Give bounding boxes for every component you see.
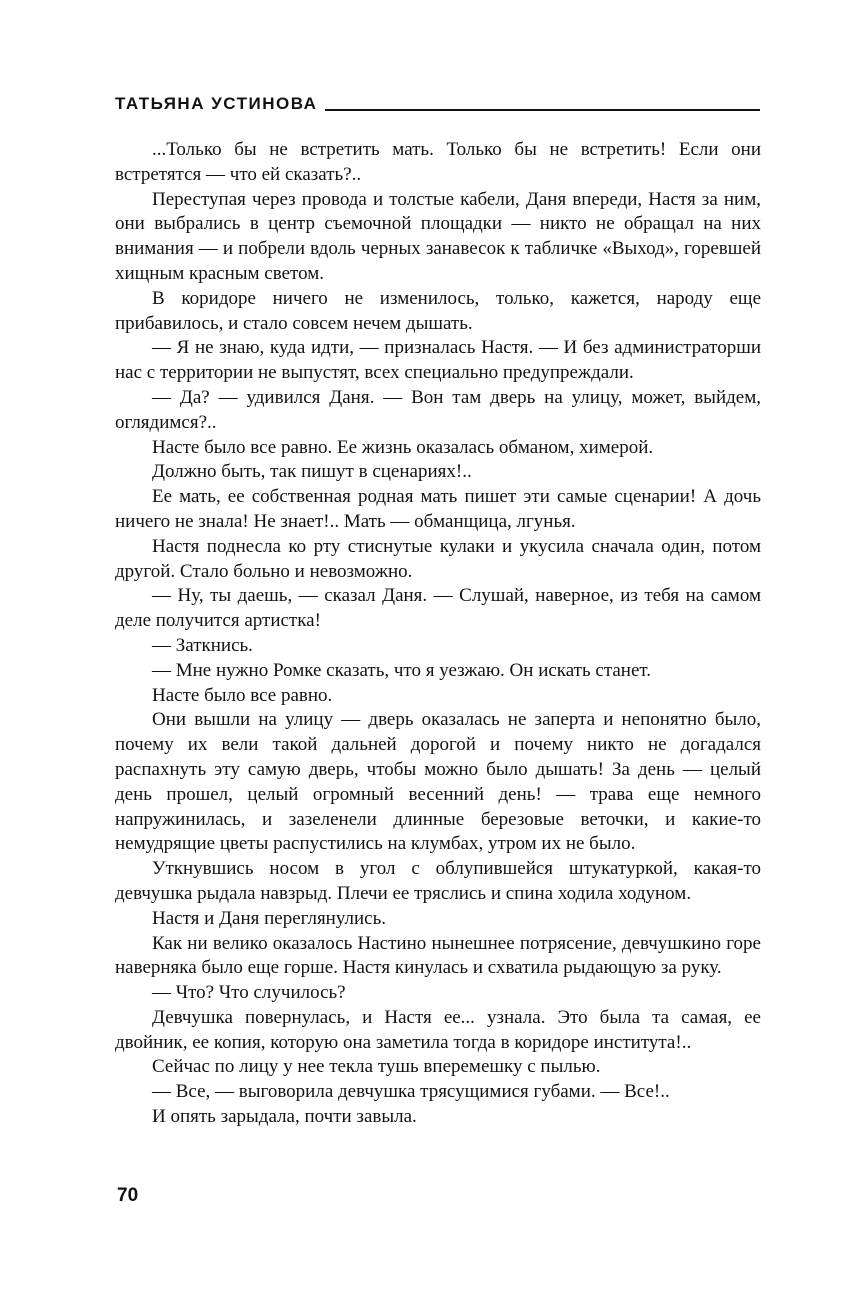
paragraph: В коридоре ничего не изменилось, только, кажется, народу еще прибавилось, и стало совсем нечем дышать. xyxy=(115,287,761,334)
paragraph: Сейчас по лицу у нее текла тушь вперемешку с пылью. xyxy=(152,1056,601,1078)
paragraph: — Мне нужно Ромке сказать, что я уезжаю. Он искать станет. xyxy=(152,659,652,681)
paragraph: Настя и Даня переглянулись. xyxy=(152,907,387,929)
paragraph: Переступая через провода и толстые кабели, Даня впереди, Настя за ним, они выбрались в центр съемочной площадки — никто не обращал на них внимания — и побрели вдоль черных занавесок к табличке «Выход», горевшей хищным красным светом. xyxy=(115,188,761,284)
paragraph: Девчушка повернулась, и Настя ее... узнала. Это была та самая, ее двойник, ее копия, которую она заметила тогда в коридоре института!.. xyxy=(115,1006,761,1053)
paragraph: Насте было все равно. xyxy=(152,684,333,706)
paragraph: Уткнувшись носом в угол с облупившейся штукатуркой, какая-то девчушка рыдала навзрыд. Плечи ее тряслись и спина ходила ходуном. xyxy=(115,858,761,904)
page-number: 70 xyxy=(117,1185,139,1206)
paragraph: Должно быть, так пишут в сценариях!.. xyxy=(152,461,472,483)
page-header xyxy=(115,94,760,114)
header-rule xyxy=(325,109,760,111)
paragraph: ...Только бы не встретить мать. Только бы не встретить! Если они встретятся — что ей сказать?.. xyxy=(115,139,761,185)
paragraph: — Да? — удивился Даня. — Вон там дверь на улицу, может, выйдем, оглядимся?.. xyxy=(115,386,761,433)
author-name: ТАТЬЯНА УСТИНОВА xyxy=(115,94,318,113)
paragraph: Они вышли на улицу — дверь оказалась не заперта и непонятно было, почему их вели такой дальней дорогой и почему никто не догадался распахнуть эту самую дверь, чтобы можно было дышать! За день — целый день прошел, целый огромный весенний день! — трава еще немного напружинилась, и зазеленели длинные березовые веточки, и какие-то немудрящие цветы распустились на клумбах, утром их не было. xyxy=(115,709,761,855)
paragraph: — Заткнись. xyxy=(152,634,253,656)
paragraph: Настя поднесла ко рту стиснутые кулаки и укусила сначала один, потом другой. Стало больно и невозможно. xyxy=(115,535,761,582)
paragraph: — Я не знаю, куда идти, — призналась Настя. — И без администраторши нас с территории не выпустят, всех специально предупреждали. xyxy=(115,337,761,384)
paragraph: — Ну, ты даешь, — сказал Даня. — Слушай, наверное, из тебя на самом деле получится артистка! xyxy=(115,585,761,632)
paragraph: Насте было все равно. Ее жизнь оказалась обманом, химерой. xyxy=(152,436,654,458)
paragraph: И опять зарыдала, почти завыла. xyxy=(152,1106,417,1128)
paragraph: — Что? Что случилось? xyxy=(152,982,346,1004)
paragraph: Ее мать, ее собственная родная мать пишет эти самые сценарии! А дочь ничего не знала! Не знает!.. Мать — обманщица, лгунья. xyxy=(115,486,761,532)
paragraph: — Все, — выговорила девчушка трясущимися губами. — Все!.. xyxy=(152,1081,670,1103)
paragraph: Как ни велико оказалось Настино нынешнее потрясение, девчушкино горе наверняка было еще горше. Настя кинулась и схватила рыдающую за руку. xyxy=(115,932,761,979)
body-text xyxy=(115,138,761,1130)
